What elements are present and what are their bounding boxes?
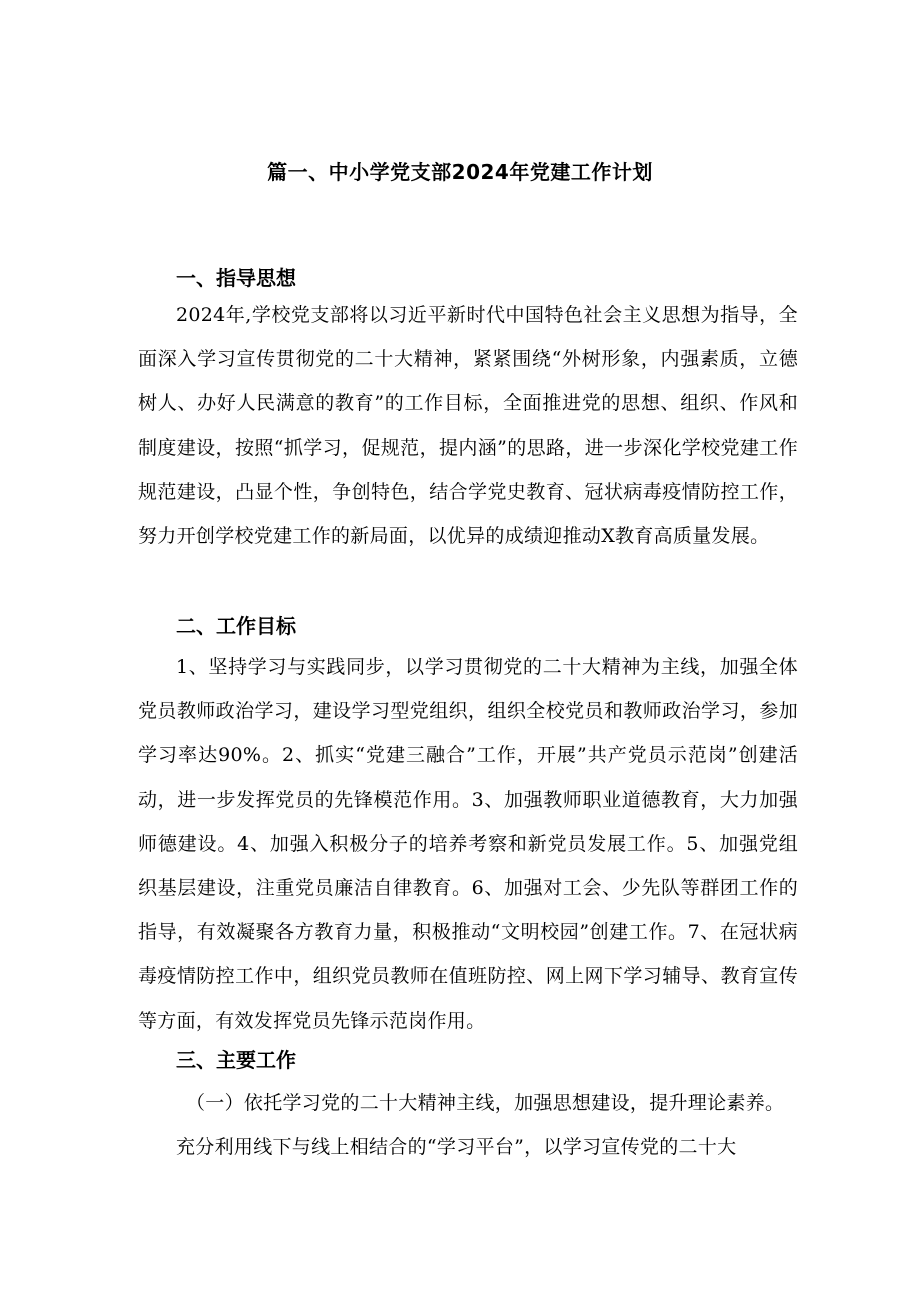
section-subheading-main-work: （一）依托学习党的二十大精神主线，加强思想建设，提升理论素养。 bbox=[186, 1092, 785, 1114]
section-paragraph-work-goals: 1、坚持学习与实践同步，以学习贯彻党的二十大精神为主线，加强全体党员教师政治学习，建设学习型党组织，组织全校党员和教师政治学习，参加学习率达90%。2、抓实“党建三融合”工作，开展”共产党员示范岗”创建活动，进一步发挥党员的先锋模范作用。3、加强教师职业道德教育，大力加强师德建设。4、加强入积极分子的培养考察和新党员发展工作。5、加强党组织基层建设，注重党员廉洁自律教育。6、加强对工会、少先队等群团工作的指导，有效凝聚各方教育力量，积极推动“文明校园”创建工作。7、在冠状病毒疫情防控工作中，组织党员教师在值班防控、网上网下学习辅导、教育宣传等方面，有效发挥党员先锋示范岗作用。 bbox=[138, 656, 798, 1032]
section-heading-guiding-ideology: 一、指导思想 bbox=[176, 266, 296, 290]
section-heading-work-goals: 二、工作目标 bbox=[176, 614, 296, 638]
section-paragraph-main-work: 充分利用线下与线上相结合的“学习平台”，以学习宣传党的二十大 bbox=[176, 1136, 737, 1158]
section-heading-main-work: 三、主要工作 bbox=[176, 1048, 296, 1072]
section-paragraph-guiding-ideology: 2024年,学校党支部将以习近平新时代中国特色社会主义思想为指导，全面深入学习宣传贯彻党的二十大精神，紧紧围绕“外树形象，内强素质，立德树人、办好人民满意的教育”的工作目标，全面推进党的思想、组织、作风和制度建设，按照“抓学习，促规范，提内涵”的思路，进一步深化学校党建工作规范建设，凸显个性，争创特色，结合学党史教育、冠状病毒疫情防控工作，努力开创学校党建工作的新局面，以优异的成绩迎推动X教育高质量发展。 bbox=[138, 304, 798, 548]
document-title: 篇一、中小学党支部2024年党建工作计划 bbox=[267, 160, 653, 184]
